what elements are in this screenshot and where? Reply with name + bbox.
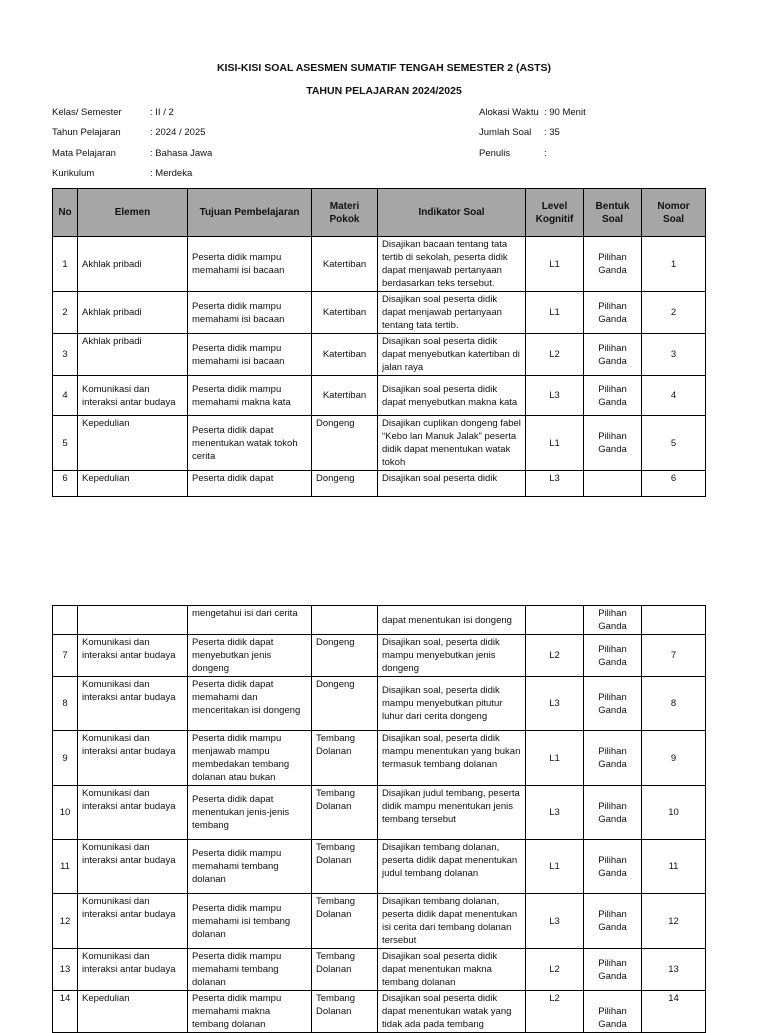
cell-indikator: Disajikan soal peserta didik dapat menyebutkan makna kata <box>378 376 526 416</box>
table-row <box>53 606 706 635</box>
cell-bentuk: Pilihan Ganda <box>584 635 642 677</box>
cell-materi: Katertiban <box>312 237 378 292</box>
cell-materi: Dongeng <box>312 635 378 677</box>
table-row <box>53 894 706 949</box>
cell-tujuan: Peserta didik mampu memahami makna tembang dolanan <box>188 991 312 1033</box>
cell-materi: Dongeng <box>312 471 378 497</box>
cell-elemen: Komunikasi dan interaksi antar budaya <box>78 786 188 840</box>
cell-nomor: 5 <box>642 416 706 471</box>
table-row <box>53 786 706 840</box>
cell-bentuk: Pilihan Ganda <box>584 786 642 840</box>
table-row <box>53 334 706 376</box>
info-label-jumlah: Jumlah Soal <box>479 127 532 138</box>
cell-tujuan: Peserta didik dapat <box>188 471 312 497</box>
cell-nomor: 13 <box>642 949 706 991</box>
cell-no: 8 <box>53 677 78 731</box>
info-label-kelas: Kelas/ Semester <box>52 107 122 118</box>
document-title: KISI-KISI SOAL ASESMEN SUMATIF TENGAH SEMESTER 2 (ASTS) <box>216 62 552 74</box>
cell-tujuan: Peserta didik mampu memahami tembang dolanan <box>188 949 312 991</box>
cell-nomor <box>642 606 706 635</box>
info-label-kurikulum: Kurikulum <box>52 168 95 179</box>
cell-elemen: Akhlak pribadi <box>78 292 188 334</box>
cell-elemen: Kepedulian <box>78 991 188 1033</box>
header-bentuk: Bentuk Soal <box>584 189 642 237</box>
cell-level: L1 <box>526 292 584 334</box>
header-materi: Materi Pokok <box>312 189 378 237</box>
cell-no: 13 <box>53 949 78 991</box>
cell-level: L3 <box>526 376 584 416</box>
cell-elemen: Akhlak pribadi <box>78 334 188 376</box>
header-nomor: Nomor Soal <box>642 189 706 237</box>
info-label-mapel: Mata Pelajaran <box>52 148 116 159</box>
cell-level: L3 <box>526 677 584 731</box>
cell-nomor: 8 <box>642 677 706 731</box>
info-label-tahun: Tahun Pelajaran <box>52 127 121 138</box>
cell-nomor: 2 <box>642 292 706 334</box>
table-row <box>53 237 706 292</box>
cell-indikator: Disajikan soal, peserta didik mampu menyebutkan pitutur luhur dari cerita dongeng <box>378 677 526 731</box>
cell-nomor: 1 <box>642 237 706 292</box>
cell-elemen: Komunikasi dan interaksi antar budaya <box>78 376 188 416</box>
header-level: Level Kognitif <box>526 189 584 237</box>
table-row <box>53 471 706 497</box>
cell-indikator: Disajikan soal peserta didik dapat menentukan watak yang tidak ada pada tembang <box>378 991 526 1033</box>
cell-elemen: Komunikasi dan interaksi antar budaya <box>78 635 188 677</box>
info-value-kelas: : II / 2 <box>150 107 174 118</box>
cell-level: L2 <box>526 991 584 1033</box>
cell-nomor: 12 <box>642 894 706 949</box>
cell-tujuan: Peserta didik dapat menentukan watak tokoh cerita <box>188 416 312 471</box>
cell-materi: Tembang Dolanan <box>312 840 378 894</box>
cell-bentuk: Pilihan Ganda <box>584 292 642 334</box>
cell-level: L1 <box>526 840 584 894</box>
cell-no <box>53 606 78 635</box>
cell-no: 9 <box>53 731 78 786</box>
cell-indikator: Disajikan judul tembang, peserta didik mampu menentukan jenis tembang tersebut <box>378 786 526 840</box>
info-value-penulis: : <box>544 148 547 159</box>
cell-materi: Tembang Dolanan <box>312 786 378 840</box>
cell-tujuan: Peserta didik dapat memahami dan menceritakan isi dongeng <box>188 677 312 731</box>
cell-tujuan: Peserta didik mampu memahami isi tembang dolanan <box>188 894 312 949</box>
table-row <box>53 635 706 677</box>
table-row <box>53 949 706 991</box>
cell-elemen: Komunikasi dan interaksi antar budaya <box>78 894 188 949</box>
cell-indikator: Disajikan soal peserta didik <box>378 471 526 497</box>
header-indikator: Indikator Soal <box>378 189 526 237</box>
cell-elemen: Akhlak pribadi <box>78 237 188 292</box>
header-elemen: Elemen <box>78 189 188 237</box>
cell-elemen: Komunikasi dan interaksi antar budaya <box>78 840 188 894</box>
cell-tujuan: Peserta didik mampu memahami isi bacaan <box>188 237 312 292</box>
cell-indikator: dapat menentukan isi dongeng <box>378 606 526 635</box>
info-value-alokasi: : 90 Menit <box>544 107 586 118</box>
cell-indikator: Disajikan tembang dolanan, peserta didik dapat menentukan judul tembang dolanan <box>378 840 526 894</box>
cell-bentuk: Pilihan Ganda <box>584 731 642 786</box>
info-label-alokasi: Alokasi Waktu <box>479 107 539 118</box>
cell-indikator: Disajikan soal peserta didik dapat menjawab pertanyaan tentang tata tertib. <box>378 292 526 334</box>
table-row <box>53 416 706 471</box>
document-subtitle: TAHUN PELAJARAN 2024/2025 <box>306 85 462 97</box>
cell-bentuk <box>584 471 642 497</box>
cell-bentuk: Pilihan Ganda <box>584 376 642 416</box>
cell-materi: Dongeng <box>312 677 378 731</box>
kisi-table-page-1 <box>52 188 706 497</box>
cell-nomor: 14 <box>642 991 706 1033</box>
cell-level <box>526 606 584 635</box>
info-value-tahun: : 2024 / 2025 <box>150 127 206 138</box>
cell-indikator: Disajikan soal peserta didik dapat menyebutkan katertiban di jalan raya <box>378 334 526 376</box>
cell-bentuk: Pilihan Ganda <box>584 840 642 894</box>
info-value-jumlah: : 35 <box>544 127 560 138</box>
table-row <box>53 991 706 1033</box>
cell-nomor: 7 <box>642 635 706 677</box>
cell-materi: Tembang Dolanan <box>312 894 378 949</box>
cell-level: L1 <box>526 237 584 292</box>
info-label-penulis: Penulis <box>479 148 511 159</box>
cell-bentuk: Pilihan Ganda <box>584 894 642 949</box>
cell-elemen: Komunikasi dan interaksi antar budaya <box>78 731 188 786</box>
cell-tujuan: Peserta didik dapat menyebutkan jenis dongeng <box>188 635 312 677</box>
cell-no: 5 <box>53 416 78 471</box>
cell-materi <box>312 606 378 635</box>
cell-bentuk: Pilihan Ganda <box>584 237 642 292</box>
table-row <box>53 731 706 786</box>
table-header-row <box>53 189 706 237</box>
table-row <box>53 677 706 731</box>
cell-no: 11 <box>53 840 78 894</box>
cell-materi: Tembang Dolanan <box>312 731 378 786</box>
cell-no: 10 <box>53 786 78 840</box>
kisi-table-page-2 <box>52 605 706 1033</box>
table-row <box>53 292 706 334</box>
cell-bentuk: Pilihan Ganda <box>584 416 642 471</box>
cell-elemen: Komunikasi dan interaksi antar budaya <box>78 949 188 991</box>
cell-no: 3 <box>53 334 78 376</box>
cell-level: L3 <box>526 471 584 497</box>
cell-no: 4 <box>53 376 78 416</box>
header-no: No <box>53 189 78 237</box>
cell-no: 1 <box>53 237 78 292</box>
cell-no: 12 <box>53 894 78 949</box>
cell-nomor: 10 <box>642 786 706 840</box>
cell-elemen <box>78 606 188 635</box>
info-value-mapel: : Bahasa Jawa <box>150 148 213 159</box>
cell-bentuk: Pilihan Ganda <box>584 991 642 1033</box>
cell-materi: Katertiban <box>312 292 378 334</box>
cell-tujuan: Peserta didik mampu memahami makna kata <box>188 376 312 416</box>
cell-materi: Katertiban <box>312 376 378 416</box>
cell-bentuk: Pilihan Ganda <box>584 606 642 635</box>
cell-tujuan: Peserta didik mampu menjawab mampu membedakan tembang dolanan atau bukan <box>188 731 312 786</box>
cell-level: L2 <box>526 334 584 376</box>
cell-indikator: Disajikan soal, peserta didik mampu menyebutkan jenis dongeng <box>378 635 526 677</box>
cell-tujuan: Peserta didik dapat menentukan jenis-jenis tembang <box>188 786 312 840</box>
cell-elemen: Kepedulian <box>78 416 188 471</box>
cell-no: 6 <box>53 471 78 497</box>
table-row <box>53 840 706 894</box>
cell-no: 14 <box>53 991 78 1033</box>
cell-nomor: 11 <box>642 840 706 894</box>
cell-nomor: 9 <box>642 731 706 786</box>
cell-materi: Katertiban <box>312 334 378 376</box>
cell-bentuk: Pilihan Ganda <box>584 677 642 731</box>
cell-tujuan: mengetahui isi dari cerita <box>188 606 312 635</box>
cell-level: L1 <box>526 731 584 786</box>
cell-indikator: Disajikan tembang dolanan, peserta didik dapat menentukan isi cerita dari tembang dolanan tersebut <box>378 894 526 949</box>
table-row <box>53 376 706 416</box>
cell-level: L2 <box>526 635 584 677</box>
cell-no: 2 <box>53 292 78 334</box>
cell-level: L2 <box>526 949 584 991</box>
cell-no: 7 <box>53 635 78 677</box>
cell-materi: Dongeng <box>312 416 378 471</box>
cell-tujuan: Peserta didik mampu memahami isi bacaan <box>188 292 312 334</box>
cell-indikator: Disajikan bacaan tentang tata tertib di sekolah, peserta didik dapat menjawab pertanyaan berdasarkan teks tersebut. <box>378 237 526 292</box>
cell-elemen: Komunikasi dan interaksi antar budaya <box>78 677 188 731</box>
cell-bentuk: Pilihan Ganda <box>584 949 642 991</box>
cell-elemen: Kepedulian <box>78 471 188 497</box>
header-tujuan: Tujuan Pembelajaran <box>188 189 312 237</box>
info-value-kurikulum: : Merdeka <box>150 168 193 179</box>
cell-level: L1 <box>526 416 584 471</box>
cell-indikator: Disajikan cuplikan dongeng fabel “Kebo lan Manuk Jalak” peserta didik dapat menentukan watak tokoh <box>378 416 526 471</box>
cell-nomor: 3 <box>642 334 706 376</box>
cell-tujuan: Peserta didik mampu memahami isi bacaan <box>188 334 312 376</box>
cell-indikator: Disajikan soal, peserta didik mampu menentukan yang bukan termasuk tembang dolanan <box>378 731 526 786</box>
cell-materi: Tembang Dolanan <box>312 991 378 1033</box>
cell-level: L3 <box>526 786 584 840</box>
cell-bentuk: Pilihan Ganda <box>584 334 642 376</box>
cell-indikator: Disajikan soal peserta didik dapat menentukan makna tembang dolanan <box>378 949 526 991</box>
cell-nomor: 4 <box>642 376 706 416</box>
cell-tujuan: Peserta didik mampu memahami tembang dolanan <box>188 840 312 894</box>
cell-nomor: 6 <box>642 471 706 497</box>
cell-level: L3 <box>526 894 584 949</box>
cell-materi: Tembang Dolanan <box>312 949 378 991</box>
